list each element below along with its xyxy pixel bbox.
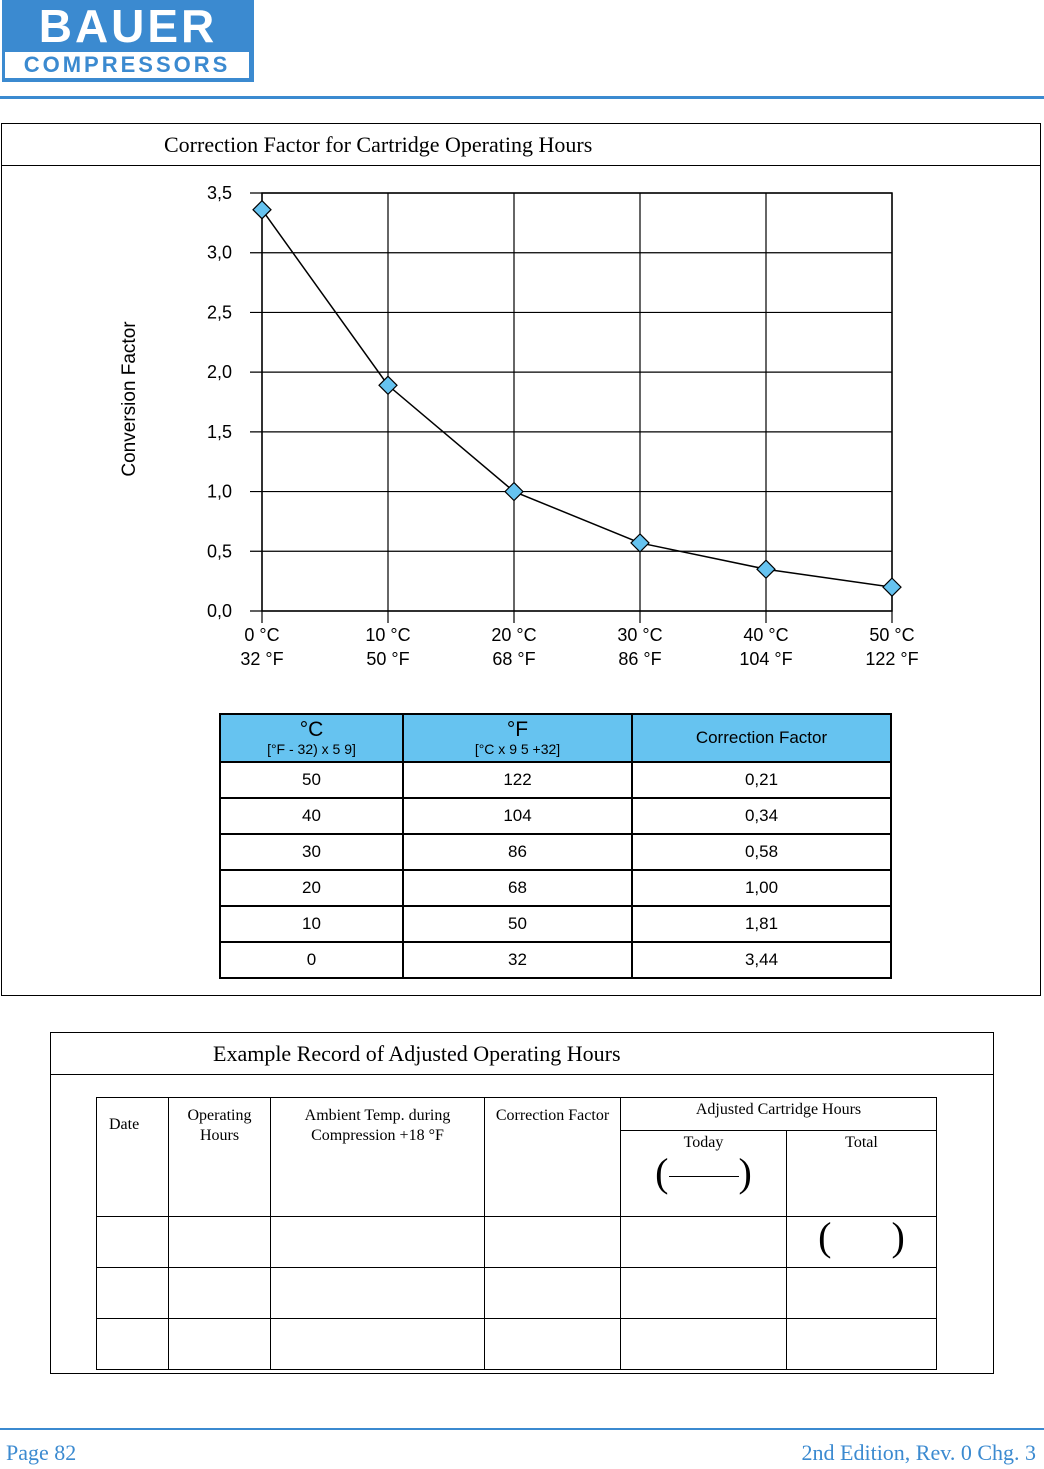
y-tick-label: 0,0 [206, 601, 232, 621]
panel-title: Correction Factor for Cartridge Operating Hours [164, 132, 593, 157]
example-record-panel [50, 1032, 994, 1374]
correction-factor-cell[interactable] [485, 1268, 621, 1319]
today-bracket-icon: ( ) [655, 1150, 752, 1196]
celsius-cell: 30 [220, 834, 403, 870]
correction-factor-cell[interactable] [485, 1319, 621, 1370]
record-header-row [97, 1098, 937, 1131]
logo-subtitle: COMPRESSORS [5, 52, 249, 78]
factor-cell: 3,44 [632, 942, 891, 978]
record-title: Example Record of Adjusted Operating Hours [213, 1041, 621, 1066]
celsius-cell: 20 [220, 870, 403, 906]
footer-rule [0, 1428, 1044, 1430]
x-tick-label-celsius: 30 °C [617, 625, 663, 645]
x-tick-label-celsius: 0 °C [244, 625, 280, 645]
operating-hours-cell[interactable] [169, 1217, 271, 1268]
record-row [97, 1217, 937, 1268]
factor-cell: 0,34 [632, 798, 891, 834]
total-bracket-icon: ( ) [818, 1214, 905, 1259]
record-title-row [51, 1033, 993, 1075]
celsius-cell: 40 [220, 798, 403, 834]
ambient-temp-header: Ambient Temp. during Compression +18 °F [271, 1098, 485, 1217]
date-cell[interactable] [97, 1268, 169, 1319]
total-header: Total [787, 1131, 937, 1217]
y-tick-label: 2,5 [206, 302, 232, 323]
fahrenheit-cell: 32 [403, 942, 632, 978]
date-header: Date [97, 1098, 169, 1217]
page-number: Page 82 [6, 1440, 77, 1465]
table-row [220, 942, 891, 978]
x-tick-label-fahrenheit: 50 °F [366, 649, 410, 669]
today-cell[interactable] [621, 1217, 787, 1268]
correction-factor-cell[interactable] [485, 1217, 621, 1268]
conversion-table-header [220, 714, 891, 762]
conversion-chart [0, 0, 1044, 700]
today-label: Today [683, 1134, 724, 1152]
y-tick-label: 1,0 [206, 481, 232, 502]
x-tick-label-fahrenheit: 122 °F [865, 649, 919, 669]
factor-cell: 0,21 [632, 762, 891, 798]
table-row [220, 870, 891, 906]
y-tick-label: 0,5 [206, 541, 232, 562]
x-tick-label-celsius: 40 °C [743, 625, 789, 645]
data-point-marker [757, 560, 775, 578]
series-line [262, 210, 892, 587]
ambient-temp-cell[interactable] [271, 1217, 485, 1268]
adjusted-hours-header: Adjusted Cartridge Hours [621, 1098, 937, 1131]
y-tick-label: 3,5 [206, 183, 232, 203]
ambient-temp-cell[interactable] [271, 1319, 485, 1370]
conversion-table [219, 713, 892, 979]
celsius-header-label: °C [299, 718, 324, 741]
x-tick-label-fahrenheit: 86 °F [618, 649, 662, 669]
x-tick-label-celsius: 20 °C [491, 625, 537, 645]
data-point-marker [883, 578, 901, 596]
fahrenheit-cell: 68 [403, 870, 632, 906]
factor-cell: 0,58 [632, 834, 891, 870]
today-cell[interactable] [621, 1268, 787, 1319]
date-cell[interactable] [97, 1319, 169, 1370]
celsius-header [220, 714, 403, 762]
data-point-marker [253, 201, 271, 219]
x-tick-label-celsius: 50 °C [869, 625, 915, 645]
celsius-formula: [°F - 32) x 5 9] [267, 741, 356, 757]
y-axis-label: Conversion Factor [119, 321, 140, 477]
today-header [621, 1131, 787, 1217]
total-cell[interactable] [787, 1268, 937, 1319]
table-row [220, 762, 891, 798]
fahrenheit-cell: 86 [403, 834, 632, 870]
today-cell[interactable] [621, 1319, 787, 1370]
plot-frame [262, 193, 892, 611]
celsius-cell: 0 [220, 942, 403, 978]
correction-factor-header: Correction Factor [485, 1098, 621, 1217]
x-tick-label-fahrenheit: 32 °F [240, 649, 284, 669]
ambient-temp-cell[interactable] [271, 1268, 485, 1319]
fahrenheit-formula: [°C x 9 5 +32] [474, 741, 561, 757]
data-point-marker [379, 376, 397, 394]
record-table [96, 1097, 937, 1370]
factor-cell: 1,00 [632, 870, 891, 906]
operating-hours-header: Operating Hours [169, 1098, 271, 1217]
factor-cell: 1,81 [632, 906, 891, 942]
x-tick-label-celsius: 10 °C [365, 625, 411, 645]
y-tick-label: 2,0 [206, 362, 232, 383]
data-point-marker [505, 483, 523, 501]
logo-wordmark: BAUER [38, 0, 218, 52]
factor-header: Correction Factor [632, 714, 891, 762]
fahrenheit-header-label: °F [506, 718, 529, 741]
y-tick-label: 3,0 [206, 242, 232, 263]
data-point-marker [631, 534, 649, 552]
table-row [220, 906, 891, 942]
table-row [220, 834, 891, 870]
fahrenheit-cell: 122 [403, 762, 632, 798]
x-tick-label-fahrenheit: 104 °F [739, 649, 793, 669]
record-row [97, 1319, 937, 1370]
celsius-cell: 50 [220, 762, 403, 798]
record-row [97, 1268, 937, 1319]
operating-hours-cell[interactable] [169, 1319, 271, 1370]
date-cell[interactable] [97, 1217, 169, 1268]
y-tick-label: 1,5 [206, 421, 232, 442]
table-row [220, 798, 891, 834]
celsius-cell: 10 [220, 906, 403, 942]
fahrenheit-cell: 104 [403, 798, 632, 834]
total-cell[interactable] [787, 1214, 937, 1268]
edition-info: 2nd Edition, Rev. 0 Chg. 3 [801, 1440, 1036, 1465]
total-cell[interactable] [787, 1319, 937, 1370]
fahrenheit-header [403, 714, 632, 762]
fahrenheit-cell: 50 [403, 906, 632, 942]
x-tick-label-fahrenheit: 68 °F [492, 649, 536, 669]
operating-hours-cell[interactable] [169, 1268, 271, 1319]
